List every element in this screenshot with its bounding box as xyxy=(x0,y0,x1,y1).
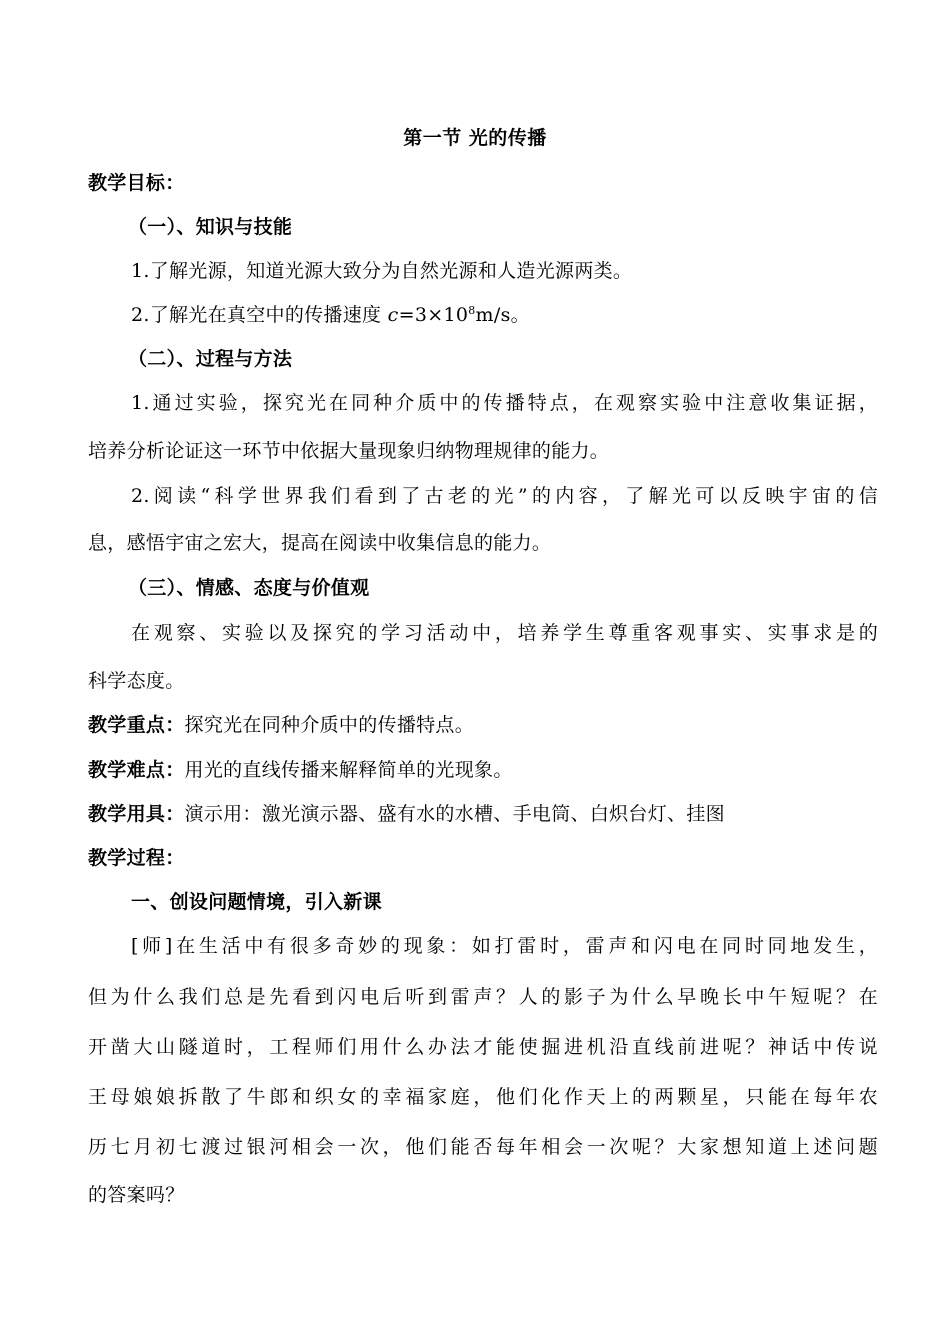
process-heading: 教学过程： xyxy=(88,847,185,869)
section-heading-knowledge: （一）、知识与技能 xyxy=(128,216,293,238)
paragraph-line-1: [师]在生活中有很多奇妙的现象：如打雷时，雷声和闪电在同时同地发生， xyxy=(131,935,878,957)
section-heading-process: （二）、过程与方法 xyxy=(128,348,293,370)
page-title: 第一节 光的传播 xyxy=(403,127,547,149)
tools-row xyxy=(88,800,878,828)
difficulty-label: 教学难点： xyxy=(88,759,185,781)
attitude-line-2: 科学态度。 xyxy=(88,670,185,692)
paragraph-line-2: 但为什么我们总是先看到闪电后听到雷声？人的影子为什么早晚长中午短呢？在 xyxy=(88,986,878,1008)
process-item-2-line-1: 2.阅读“科学世界我们看到了古老的光”的内容，了解光可以反映宇宙的信 xyxy=(131,485,878,507)
key-point-label: 教学重点： xyxy=(88,714,185,736)
section-heading-attitude: （三）、情感、态度与价值观 xyxy=(128,577,370,599)
objectives-heading: 教学目标： xyxy=(88,172,185,194)
attitude-line-1: 在观察、实验以及探究的学习活动中，培养学生尊重客观事实、实事求是的 xyxy=(131,622,878,644)
exponent: 8 xyxy=(468,304,476,317)
knowledge-item-2-text-a: 2.了解光在真空中的传播速度 xyxy=(131,304,388,326)
difficulty-row xyxy=(88,756,878,784)
key-point-row xyxy=(88,711,878,739)
key-point-text: 探究光在同种介质中的传播特点。 xyxy=(184,714,475,736)
process-item-1-line-2: 培养分析论证这一环节中依据大量现象归纳物理规律的能力。 xyxy=(88,440,610,462)
process-item-1-line-1: 1.通过实验，探究光在同种介质中的传播特点，在观察实验中注意收集证据， xyxy=(131,392,878,414)
difficulty-text: 用光的直线传播来解释简单的光现象。 xyxy=(184,759,513,781)
paragraph-line-5: 历七月初七渡过银河相会一次，他们能否每年相会一次呢？大家想知道上述问题 xyxy=(88,1136,878,1158)
knowledge-item-2 xyxy=(131,301,921,329)
part-1-heading: 一、创设问题情境，引入新课 xyxy=(131,891,382,913)
tools-label: 教学用具： xyxy=(88,803,185,825)
paragraph-line-6: 的答案吗？ xyxy=(88,1184,185,1206)
paragraph-line-4: 王母娘娘拆散了牛郎和织女的幸福家庭，他们化作天上的两颗星，只能在每年农 xyxy=(88,1086,878,1108)
knowledge-item-1: 1.了解光源，知道光源大致分为自然光源和人造光源两类。 xyxy=(131,260,633,282)
knowledge-item-2-text-c: m/s。 xyxy=(475,304,530,326)
speed-variable: c xyxy=(387,304,399,326)
process-item-2-line-2: 息，感悟宇宙之宏大，提高在阅读中收集信息的能力。 xyxy=(88,532,552,554)
tools-text: 演示用：激光演示器、盛有水的水槽、手电筒、白炽台灯、挂图 xyxy=(184,803,725,825)
paragraph-line-3: 开凿大山隧道时，工程师们用什么办法才能使掘进机沿直线前进呢？神话中传说 xyxy=(88,1036,878,1058)
knowledge-item-2-text-b: =3×10 xyxy=(398,304,469,326)
